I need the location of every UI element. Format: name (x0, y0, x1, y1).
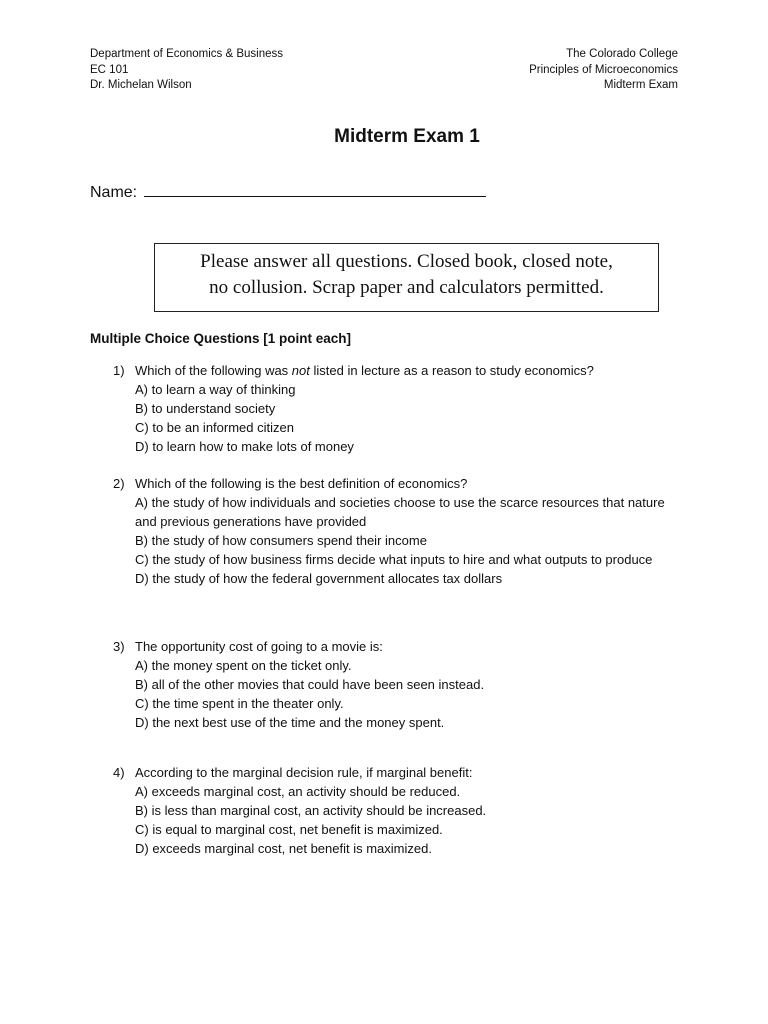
instructor-name: Dr. Michelan Wilson (90, 79, 192, 91)
answer-option-d: D) the next best use of the time and the money spent. (135, 715, 445, 730)
exam-type: Midterm Exam (603, 79, 678, 91)
question-body (135, 361, 673, 456)
answer-option-a: A) to learn a way of thinking (135, 382, 296, 397)
header-right (529, 47, 678, 94)
question-1 (113, 361, 673, 456)
answer-option-b: B) the study of how consumers spend their income (135, 533, 427, 548)
question-stem-part: listed in lecture as a reason to study economics? (309, 363, 594, 378)
answer-option-a: A) the money spent on the ticket only. (135, 658, 352, 673)
course-name: Principles of Microeconomics (529, 63, 678, 76)
question-stem-emphasis: not (291, 363, 310, 378)
answer-option-b: B) all of the other movies that could have been seen instead. (135, 677, 485, 692)
question-4 (113, 763, 673, 858)
name-field (90, 179, 486, 204)
college-name: The Colorado College (566, 48, 678, 60)
question-body (135, 763, 673, 858)
answer-option-c: C) to be an informed citizen (135, 420, 294, 435)
instructions-box (154, 243, 659, 312)
question-3 (113, 637, 673, 732)
question-stem: According to the marginal decision rule, if marginal benefit: (135, 765, 473, 780)
question-stem: Which of the following is the best definition of economics? (135, 476, 468, 491)
section-heading: Multiple Choice Questions [1 point each] (90, 331, 352, 346)
name-blank-line (144, 179, 486, 197)
answer-option-c: C) the study of how business firms decide what inputs to hire and what outputs to produce (135, 552, 653, 567)
answer-option-a: A) exceeds marginal cost, an activity should be reduced. (135, 784, 461, 799)
question-number: 2) (113, 476, 125, 491)
answer-option-a: A) the study of how individuals and societies choose to use the scarce resources that nature and previous generations have provided (135, 495, 665, 529)
question-stem (135, 361, 673, 380)
answer-option-c: C) the time spent in the theater only. (135, 696, 344, 711)
course-code: EC 101 (90, 63, 129, 76)
question-number: 4) (113, 765, 125, 780)
header-left (90, 47, 283, 94)
question-body (135, 637, 673, 732)
answer-option-d: D) to learn how to make lots of money (135, 439, 354, 454)
question-number: 3) (113, 639, 125, 654)
question-body (135, 474, 673, 588)
page-title: Midterm Exam 1 (334, 126, 480, 147)
answer-option-b: B) to understand society (135, 401, 276, 416)
instructions-line-2: no collusion. Scrap paper and calculators permitted. (209, 277, 604, 298)
answer-option-d: D) exceeds marginal cost, net benefit is maximized. (135, 841, 432, 856)
instructions-line-1: Please answer all questions. Closed book, closed note, (200, 251, 613, 272)
answer-option-c: C) is equal to marginal cost, net benefit is maximized. (135, 822, 443, 837)
department-name: Department of Economics & Business (90, 48, 284, 60)
answer-option-b: B) is less than marginal cost, an activity should be increased. (135, 803, 487, 818)
question-2 (113, 474, 673, 588)
name-label: Name: (90, 184, 138, 201)
question-stem-part: Which of the following was (135, 363, 292, 378)
question-stem: The opportunity cost of going to a movie is: (135, 639, 383, 654)
answer-option-d: D) the study of how the federal government allocates tax dollars (135, 571, 503, 586)
question-number: 1) (113, 363, 125, 378)
